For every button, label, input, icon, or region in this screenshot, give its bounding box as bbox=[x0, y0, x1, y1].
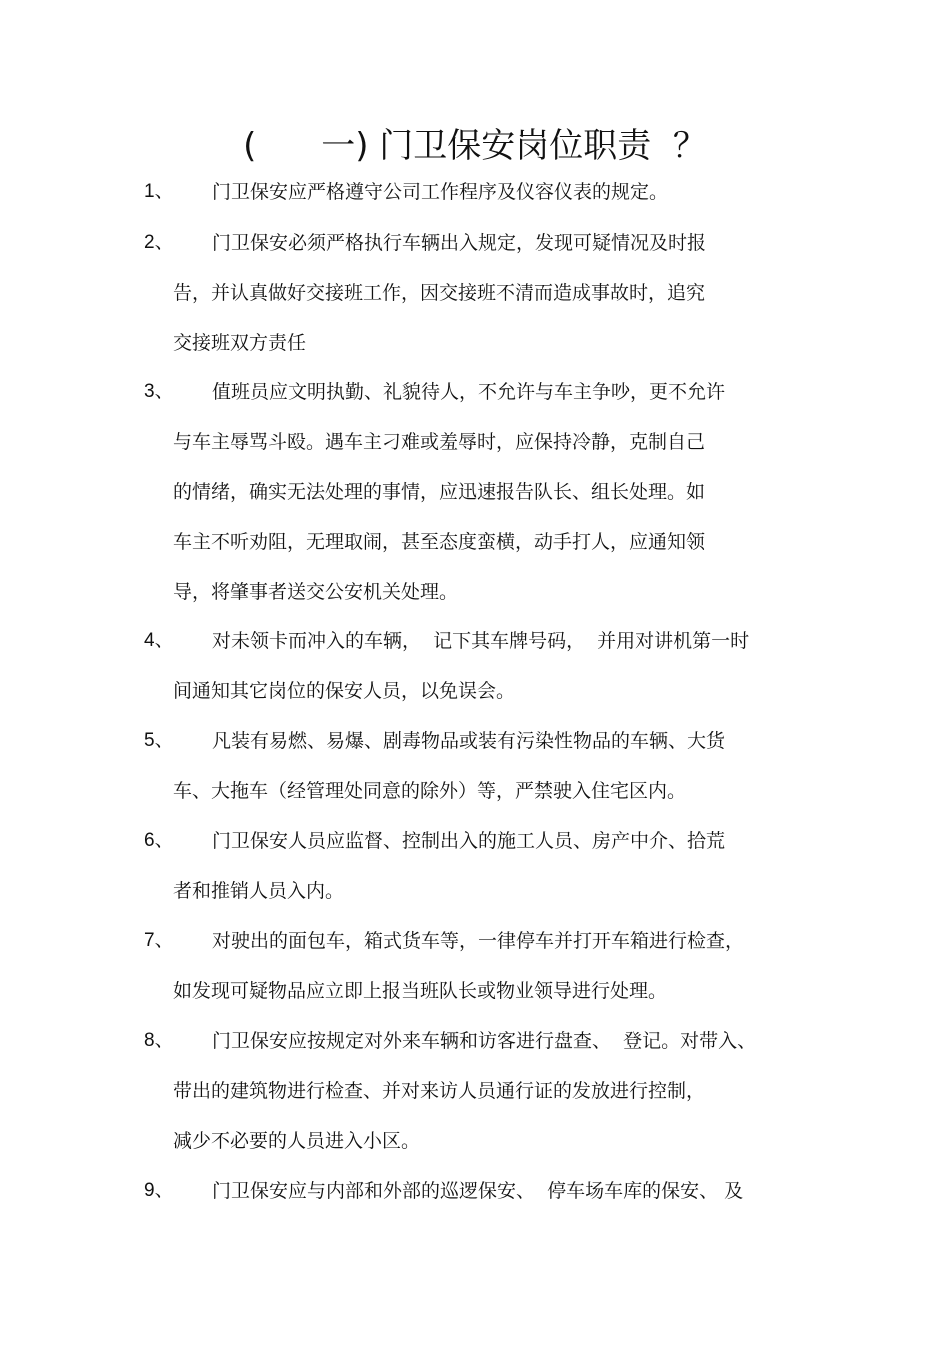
item-line: 门卫保安应与内部和外部的巡逻保安、 停车场车库的保安、 及 bbox=[212, 1180, 744, 1202]
item-line: 带出的建筑物进行检查、并对来访人员通行证的发放进行控制， bbox=[173, 1080, 706, 1102]
item-line: 者和推销人员入内。 bbox=[173, 880, 345, 902]
item-line: 减少不必要的人员进入小区。 bbox=[173, 1130, 421, 1152]
item-line: 值班员应文明执勤、礼貌待人，不允许与车主争吵，更不允许 bbox=[212, 381, 726, 403]
item-number: 5、 bbox=[144, 730, 174, 751]
item-line: 导，将肇事者送交公安机关处理。 bbox=[173, 581, 459, 603]
item-line: 如发现可疑物品应立即上报当班队长或物业领导进行处理。 bbox=[173, 980, 668, 1002]
item-line: 的情绪，确实无法处理的事情，应迅速报告队长、组长处理。如 bbox=[173, 481, 706, 503]
item-number: 1、 bbox=[144, 181, 174, 202]
item-line: 与车主辱骂斗殴。遇车主刁难或羞辱时，应保持冷静，克制自己 bbox=[173, 431, 706, 453]
item-number: 6、 bbox=[144, 830, 174, 851]
item-number: 7、 bbox=[144, 930, 174, 951]
item-line: 凡装有易燃、易爆、剧毒物品或装有污染性物品的车辆、大货 bbox=[212, 730, 726, 752]
item-line: 间通知其它岗位的保安人员，以免误会。 bbox=[173, 680, 516, 702]
item-line: 门卫保安必须严格执行车辆出入规定，发现可疑情况及时报 bbox=[212, 232, 707, 254]
item-line: 门卫保安应严格遵守公司工作程序及仪容仪表的规定。 bbox=[212, 181, 669, 203]
item-number: 8、 bbox=[144, 1030, 174, 1051]
document-title: ( 一) 门卫保安岗位职责 ？ bbox=[243, 126, 707, 166]
item-number: 9、 bbox=[144, 1180, 174, 1201]
item-number: 3、 bbox=[144, 381, 174, 402]
item-line: 车主不听劝阻，无理取闹，甚至态度蛮横，动手打人，应通知领 bbox=[173, 531, 706, 553]
item-number: 2、 bbox=[144, 232, 174, 253]
item-line: 告，并认真做好交接班工作，因交接班不清而造成事故时，追究 bbox=[173, 282, 706, 304]
item-line: 对未领卡而冲入的车辆， 记下其车牌号码， 并用对讲机第一时 bbox=[212, 630, 750, 652]
item-number: 4、 bbox=[144, 630, 174, 651]
item-line: 对驶出的面包车，箱式货车等，一律停车并打开车箱进行检查， bbox=[212, 930, 745, 952]
item-line: 门卫保安应按规定对外来车辆和访客进行盘查、 登记。对带入、 bbox=[212, 1030, 757, 1052]
item-line: 交接班双方责任 bbox=[173, 332, 307, 354]
item-line: 车、大拖车（经管理处同意的除外）等，严禁驶入住宅区内。 bbox=[173, 780, 687, 802]
item-line: 门卫保安人员应监督、控制出入的施工人员、房产中介、拾荒 bbox=[212, 830, 726, 852]
